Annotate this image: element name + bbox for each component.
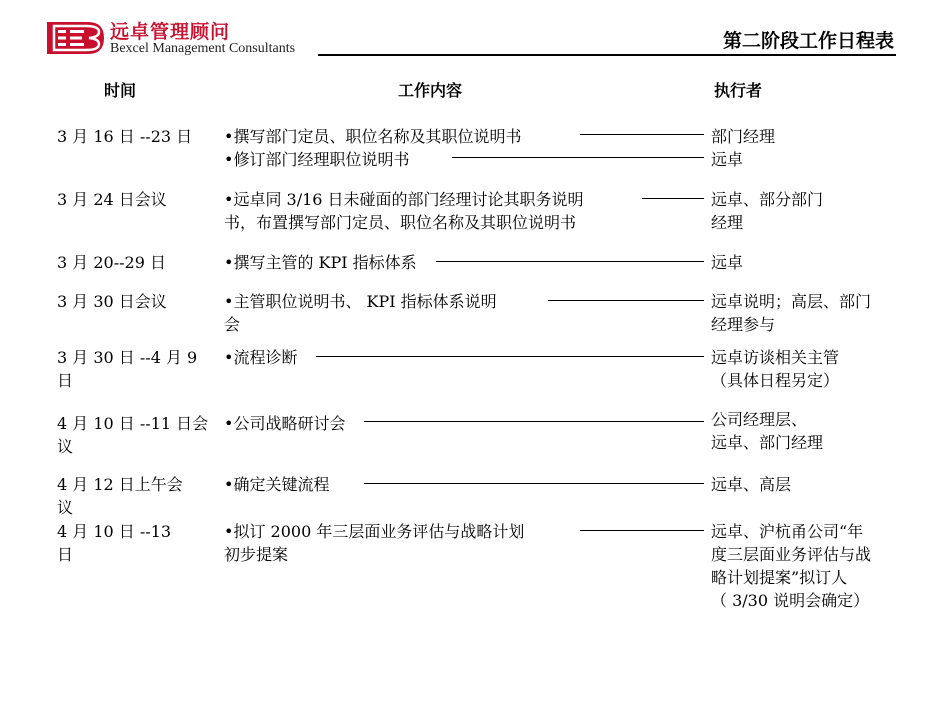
row-1-owner: 部门经理 远卓 [711,127,776,169]
row-3-leader-line [436,261,704,262]
row-1-leader-line-1 [580,134,704,135]
row-6-owner: 公司经理层、 远卓、部门经理 [711,410,824,452]
row-6-leader-line [364,421,704,422]
row-3-owner: 远卓 [711,253,744,272]
header [0,0,950,62]
row-2-owner: 远卓、部分部门 经理 [711,190,824,232]
row-2-time: 3 月 24 日会议 [57,190,167,209]
row-1-leader-line-2 [452,157,704,158]
row-2-content: •远卓同 3/16 日未碰面的部门经理讨论其职务说明 书，布置撰写部门定员、职位名称及其职位说明书 [224,190,584,232]
row-7-content: •确定关键流程 [224,475,330,494]
row-6-time: 4 月 10 日 --11 日会 议 [57,414,209,456]
row-5-time: 3 月 30 日 --4 月 9 日 [57,348,198,390]
row-4-content: •主管职位说明书、 KPI 指标体系说明 会 [224,292,497,334]
bexcel-logo-icon [44,20,106,56]
column-header-time: 时间 [104,81,137,100]
row-2-leader-line [642,198,704,199]
row-1-time: 3 月 16 日 --23 日 [57,127,193,146]
row-8-time: 4 月 10 日 --13 日 [57,522,172,564]
column-header-owner: 执行者 [714,81,763,100]
row-8-content: •拟订 2000 年三层面业务评估与战略计划 初步提案 [224,522,525,564]
row-7-leader-line [364,483,704,484]
row-4-time: 3 月 30 日会议 [57,292,167,311]
column-header-content: 工作内容 [398,81,463,100]
row-4-owner: 远卓说明；高层、部门 经理参与 [711,292,872,334]
row-3-content: •撰写主管的 KPI 指标体系 [224,253,417,272]
row-6-content: •公司战略研讨会 [224,414,346,433]
brand-name-cn: 远卓管理顾问 [110,21,231,43]
row-5-owner: 远卓访谈相关主管 （具体日程另定） [711,348,840,390]
row-5-content: •流程诊断 [224,348,298,367]
row-1-content: •撰写部门定员、职位名称及其职位说明书 •修订部门经理职位说明书 [224,127,522,169]
row-4-leader-line [548,300,704,301]
row-7-time: 4 月 12 日上午会 议 [57,475,183,517]
brand-name-en: Bexcel Management Consultants [110,41,296,56]
row-8-leader-line [580,530,704,531]
row-8-owner: 远卓、沪杭甬公司“年 度三层面业务评估与战 略计划提案”拟订人 （ 3/30 说明会确定） [711,522,872,610]
row-3-time: 3 月 20--29 日 [57,253,166,272]
header-divider [318,54,896,56]
row-5-leader-line [316,356,704,357]
row-7-owner: 远卓、高层 [711,475,792,494]
page-title: 第二阶段工作日程表 [722,30,894,52]
